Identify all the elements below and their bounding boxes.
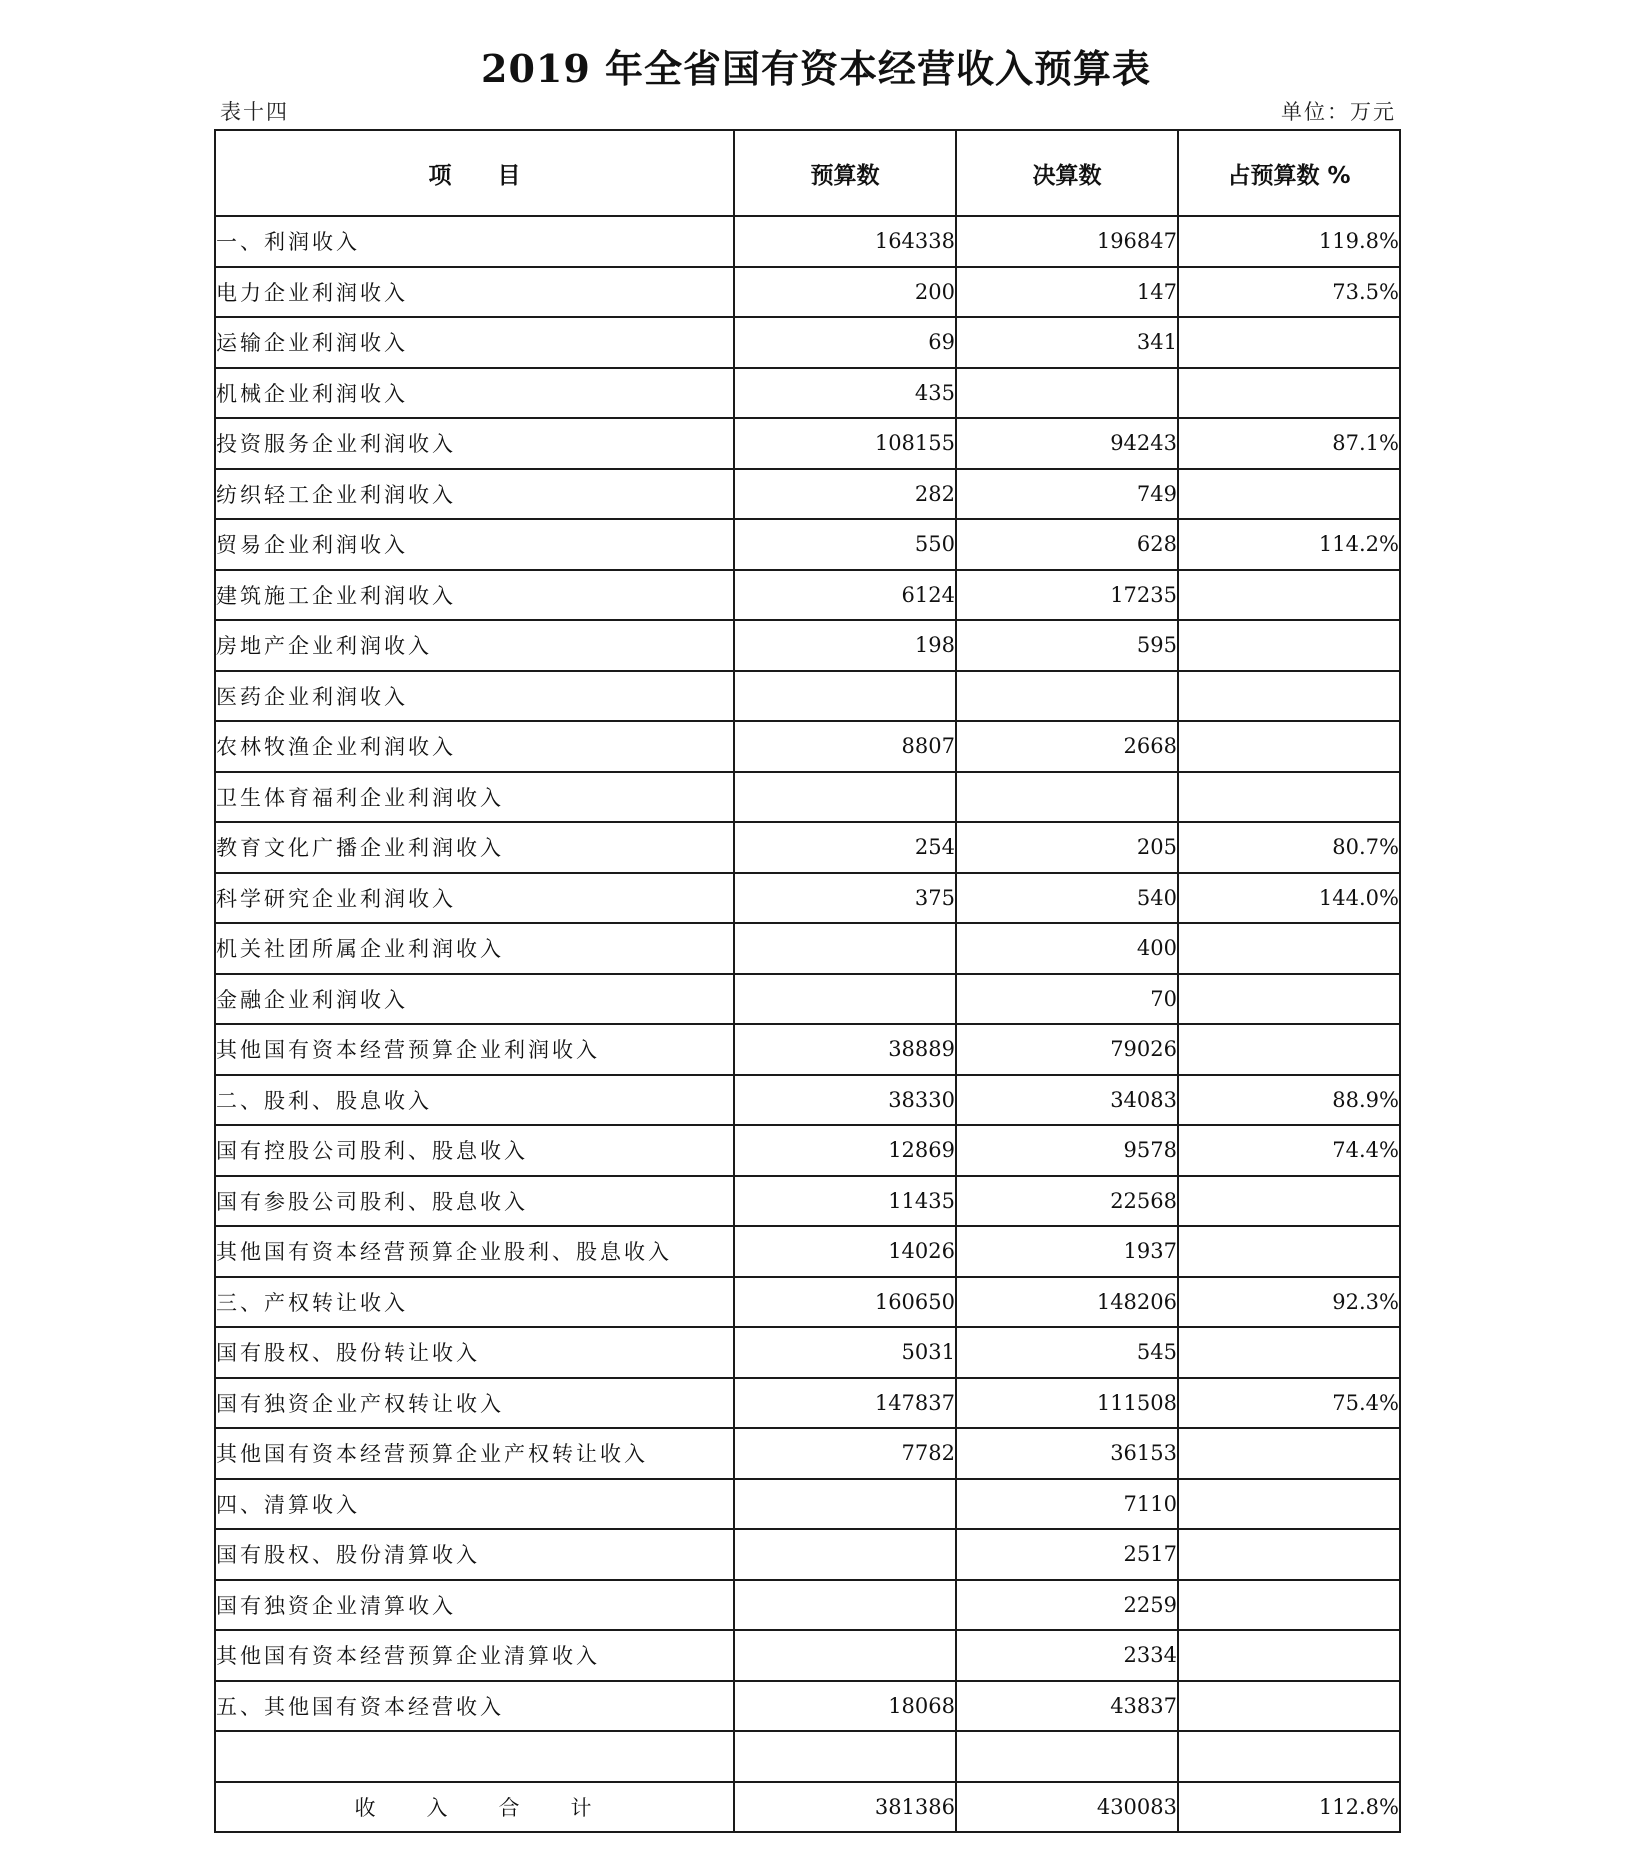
row-final: 36153 (956, 1428, 1178, 1479)
row-final: 43837 (956, 1681, 1178, 1732)
table-row (215, 1428, 1400, 1479)
row-item: 建筑施工企业利润收入 (215, 570, 734, 621)
total-ratio: 112.8% (1178, 1782, 1400, 1833)
row-budget: 164338 (734, 216, 956, 267)
row-ratio (1178, 317, 1400, 368)
row-final: 595 (956, 620, 1178, 671)
total-budget: 381386 (734, 1782, 956, 1833)
row-final: 196847 (956, 216, 1178, 267)
row-ratio (1178, 974, 1400, 1025)
row-budget: 282 (734, 469, 956, 520)
row-item: 贸易企业利润收入 (215, 519, 734, 570)
unit-label: 单位：万元 (1281, 100, 1396, 124)
row-item: 电力企业利润收入 (215, 267, 734, 318)
row-item: 一、利润收入 (215, 216, 734, 267)
row-budget (734, 923, 956, 974)
table-row (215, 216, 1400, 267)
row-final (956, 1731, 1178, 1782)
row-budget: 550 (734, 519, 956, 570)
header-final: 决算数 (956, 130, 1178, 216)
row-budget: 435 (734, 368, 956, 419)
row-item: 教育文化广播企业利润收入 (215, 822, 734, 873)
row-final: 1937 (956, 1226, 1178, 1277)
row-budget (734, 1731, 956, 1782)
table-row (215, 1630, 1400, 1681)
row-item: 国有控股公司股利、股息收入 (215, 1125, 734, 1176)
row-final (956, 671, 1178, 722)
row-item: 国有独资企业清算收入 (215, 1580, 734, 1631)
row-ratio (1178, 1681, 1400, 1732)
row-item: 医药企业利润收入 (215, 671, 734, 722)
table-row (215, 974, 1400, 1025)
row-ratio (1178, 1428, 1400, 1479)
row-item: 投资服务企业利润收入 (215, 418, 734, 469)
row-final: 2334 (956, 1630, 1178, 1681)
row-item: 国有独资企业产权转让收入 (215, 1378, 734, 1429)
row-budget: 375 (734, 873, 956, 924)
table-row (215, 267, 1400, 318)
row-final: 79026 (956, 1024, 1178, 1075)
table-row (215, 671, 1400, 722)
table-row (215, 1327, 1400, 1378)
row-final: 147 (956, 267, 1178, 318)
table-row (215, 1681, 1400, 1732)
row-item: 其他国有资本经营预算企业产权转让收入 (215, 1428, 734, 1479)
table-row (215, 822, 1400, 873)
row-final (956, 772, 1178, 823)
row-ratio: 74.4% (1178, 1125, 1400, 1176)
header-item: 项 目 (215, 130, 734, 216)
row-ratio (1178, 620, 1400, 671)
row-ratio (1178, 923, 1400, 974)
row-budget: 254 (734, 822, 956, 873)
table-row (215, 772, 1400, 823)
row-ratio (1178, 1731, 1400, 1782)
row-final: 94243 (956, 418, 1178, 469)
row-item: 国有股权、股份清算收入 (215, 1529, 734, 1580)
table-row (215, 620, 1400, 671)
table-row (215, 1529, 1400, 1580)
total-final: 430083 (956, 1782, 1178, 1833)
row-budget: 160650 (734, 1277, 956, 1328)
row-budget: 69 (734, 317, 956, 368)
row-ratio (1178, 1580, 1400, 1631)
row-budget (734, 1630, 956, 1681)
table-row (215, 1277, 1400, 1328)
table-row (215, 721, 1400, 772)
row-final: 205 (956, 822, 1178, 873)
row-ratio: 144.0% (1178, 873, 1400, 924)
row-item: 金融企业利润收入 (215, 974, 734, 1025)
total-label: 收 入 合 计 (215, 1782, 734, 1833)
row-item: 三、产权转让收入 (215, 1277, 734, 1328)
table-row (215, 1479, 1400, 1530)
total-row (215, 1782, 1400, 1833)
header-row (215, 130, 1400, 216)
row-budget: 108155 (734, 418, 956, 469)
row-budget: 198 (734, 620, 956, 671)
table-row (215, 1024, 1400, 1075)
table-row (215, 923, 1400, 974)
row-ratio (1178, 1327, 1400, 1378)
row-final: 341 (956, 317, 1178, 368)
row-ratio (1178, 1226, 1400, 1277)
table-row (215, 418, 1400, 469)
row-ratio (1178, 570, 1400, 621)
row-final: 148206 (956, 1277, 1178, 1328)
row-budget (734, 1479, 956, 1530)
table-row (215, 368, 1400, 419)
row-final: 540 (956, 873, 1178, 924)
row-item: 二、股利、股息收入 (215, 1075, 734, 1126)
row-ratio (1178, 1529, 1400, 1580)
row-final: 111508 (956, 1378, 1178, 1429)
row-final: 749 (956, 469, 1178, 520)
row-ratio: 73.5% (1178, 267, 1400, 318)
row-ratio: 80.7% (1178, 822, 1400, 873)
header-ratio: 占预算数 % (1178, 130, 1400, 216)
table-row (215, 1226, 1400, 1277)
row-budget (734, 772, 956, 823)
row-ratio (1178, 772, 1400, 823)
row-ratio: 87.1% (1178, 418, 1400, 469)
table-row (215, 1580, 1400, 1631)
budget-table (214, 129, 1401, 1833)
row-item: 卫生体育福利企业利润收入 (215, 772, 734, 823)
row-budget (734, 671, 956, 722)
row-item: 五、其他国有资本经营收入 (215, 1681, 734, 1732)
row-budget: 38330 (734, 1075, 956, 1126)
row-item: 其他国有资本经营预算企业股利、股息收入 (215, 1226, 734, 1277)
row-ratio: 119.8% (1178, 216, 1400, 267)
row-final: 34083 (956, 1075, 1178, 1126)
row-item: 四、清算收入 (215, 1479, 734, 1530)
table-code: 表十四 (220, 100, 289, 124)
row-budget: 6124 (734, 570, 956, 621)
table-row (215, 1378, 1400, 1429)
row-item: 国有参股公司股利、股息收入 (215, 1176, 734, 1227)
row-item: 机关社团所属企业利润收入 (215, 923, 734, 974)
row-ratio: 75.4% (1178, 1378, 1400, 1429)
row-budget: 12869 (734, 1125, 956, 1176)
row-budget: 5031 (734, 1327, 956, 1378)
row-budget (734, 1529, 956, 1580)
table-row (215, 469, 1400, 520)
page-title: 2019 年全省国有资本经营收入预算表 (481, 46, 1151, 91)
row-ratio (1178, 368, 1400, 419)
row-item: 国有股权、股份转让收入 (215, 1327, 734, 1378)
row-budget (734, 1580, 956, 1631)
row-budget: 8807 (734, 721, 956, 772)
table-row (215, 1075, 1400, 1126)
row-ratio: 92.3% (1178, 1277, 1400, 1328)
row-ratio (1178, 1176, 1400, 1227)
row-final (956, 368, 1178, 419)
row-ratio (1178, 1479, 1400, 1530)
row-final: 70 (956, 974, 1178, 1025)
row-budget: 11435 (734, 1176, 956, 1227)
row-final: 400 (956, 923, 1178, 974)
row-final: 545 (956, 1327, 1178, 1378)
row-item: 纺织轻工企业利润收入 (215, 469, 734, 520)
table-row (215, 1731, 1400, 1782)
row-item: 其他国有资本经营预算企业清算收入 (215, 1630, 734, 1681)
row-budget: 7782 (734, 1428, 956, 1479)
row-budget: 38889 (734, 1024, 956, 1075)
row-budget: 18068 (734, 1681, 956, 1732)
row-item: 农林牧渔企业利润收入 (215, 721, 734, 772)
row-item: 科学研究企业利润收入 (215, 873, 734, 924)
row-item: 其他国有资本经营预算企业利润收入 (215, 1024, 734, 1075)
header-budget: 预算数 (734, 130, 956, 216)
row-item: 机械企业利润收入 (215, 368, 734, 419)
row-ratio (1178, 721, 1400, 772)
row-ratio: 88.9% (1178, 1075, 1400, 1126)
table-row (215, 1125, 1400, 1176)
table-row (215, 570, 1400, 621)
row-final: 9578 (956, 1125, 1178, 1176)
row-budget: 147837 (734, 1378, 956, 1429)
row-ratio (1178, 1630, 1400, 1681)
row-budget: 14026 (734, 1226, 956, 1277)
row-ratio (1178, 1024, 1400, 1075)
row-final: 22568 (956, 1176, 1178, 1227)
row-final: 2517 (956, 1529, 1178, 1580)
row-budget (734, 974, 956, 1025)
table-row (215, 317, 1400, 368)
row-final: 2668 (956, 721, 1178, 772)
row-budget: 200 (734, 267, 956, 318)
row-item: 运输企业利润收入 (215, 317, 734, 368)
table-row (215, 873, 1400, 924)
row-ratio (1178, 671, 1400, 722)
row-final: 2259 (956, 1580, 1178, 1631)
table-row (215, 1176, 1400, 1227)
row-ratio (1178, 469, 1400, 520)
row-final: 7110 (956, 1479, 1178, 1530)
row-item: 房地产企业利润收入 (215, 620, 734, 671)
table-row (215, 519, 1400, 570)
row-ratio: 114.2% (1178, 519, 1400, 570)
row-final: 628 (956, 519, 1178, 570)
row-final: 17235 (956, 570, 1178, 621)
row-item (215, 1731, 734, 1782)
